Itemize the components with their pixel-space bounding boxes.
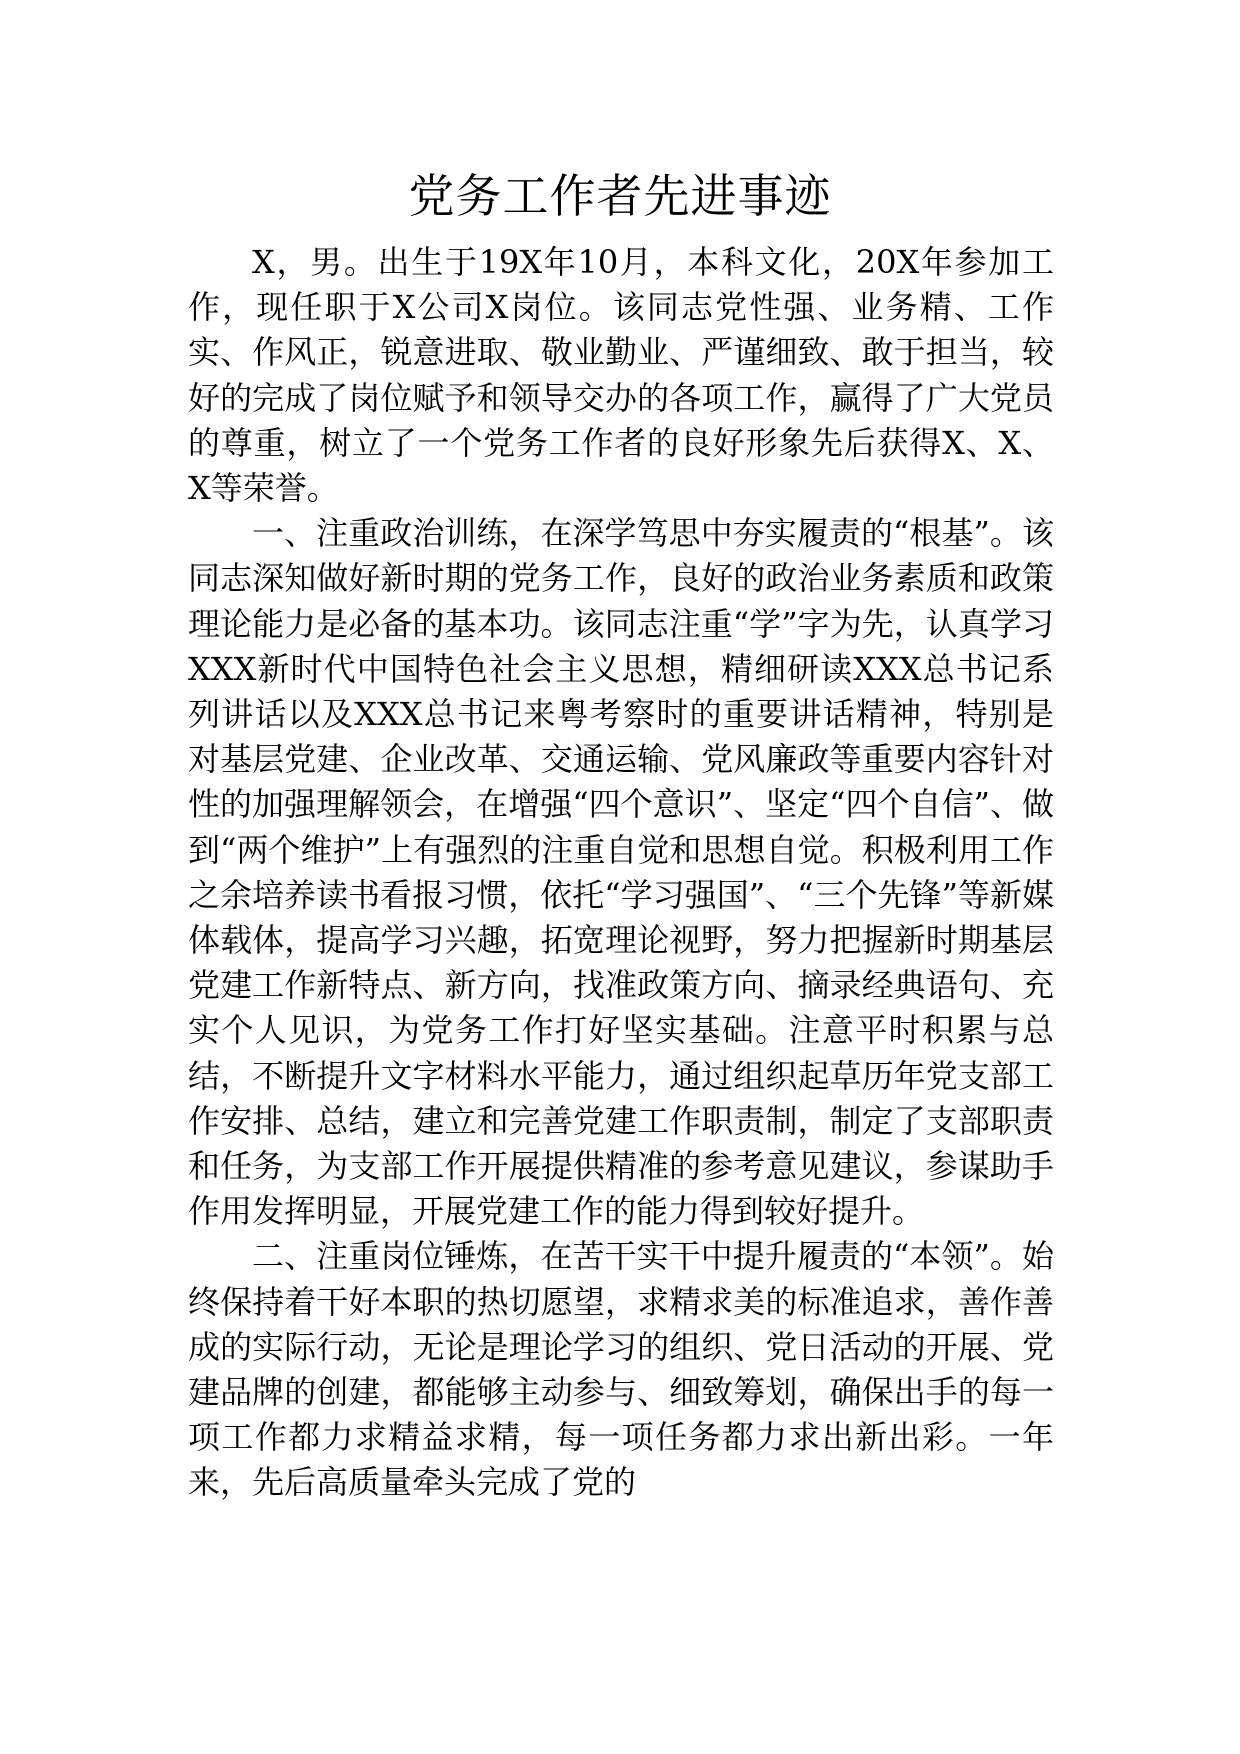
paragraph-intro: X，男。出生于19X年10月，本科文化，20X年参加工作，现任职于X公司X岗位。该同志党性强、业务精、工作实、作风正，锐意进取、敬业勤业、严谨细致、敢于担当，较好的完成了岗位赋予和领导交办的各项工作，赢得了广大党员的尊重，树立了一个党务工作者的良好形象先后获得X、X、X等荣誉。 — [188, 243, 1054, 508]
paragraph-post-training: 二、注重岗位锤炼，在苦干实干中提升履责的“本领”。始终保持着干好本职的热切愿望，求精求美的标准追求，善作善成的实际行动，无论是理论学习的组织、党日活动的开展、党建品牌的创建，都能够主动参与、细致筹划，确保出手的每一项工作都力求精益求精，每一项任务都力求出新出彩。一年来，先后高质量牵头完成了党的 — [188, 1237, 1054, 1502]
paragraph-political-training: 一、注重政治训练，在深学笃思中夯实履责的“根基”。该同志深知做好新时期的党务工作，良好的政治业务素质和政策理论能力是必备的基本功。该同志注重“学”字为先，认真学习XXX新时代中国特色社会主义思想，精细研读XXX总书记系列讲话以及XXX总书记来粤考察时的重要讲话精神，特别是对基层党建、企业改革、交通运输、党风廉政等重要内容针对性的加强理解领会，在增强“四个意识”、坚定“四个自信”、做到“两个维护”上有强烈的注重自觉和思想自觉。积极利用工作之余培养读书看报习惯，依托“学习强国”、“三个先锋”等新媒体载体，提高学习兴趣，拓宽理论视野，努力把握新时期基层党建工作新特点、新方向，找准政策方向、摘录经典语句、充实个人见识，为党务工作打好坚实基础。注意平时积累与总结，不断提升文字材料水平能力，通过组织起草历年党支部工作安排、总结，建立和完善党建工作职责制，制定了支部职责和任务，为支部工作开展提供精准的参考意见建议，参谋助手作用发挥明显，开展党建工作的能力得到较好提升。 — [188, 514, 1054, 1231]
document-title: 党务工作者先进事迹 — [408, 169, 832, 223]
document-body — [188, 240, 1054, 1506]
